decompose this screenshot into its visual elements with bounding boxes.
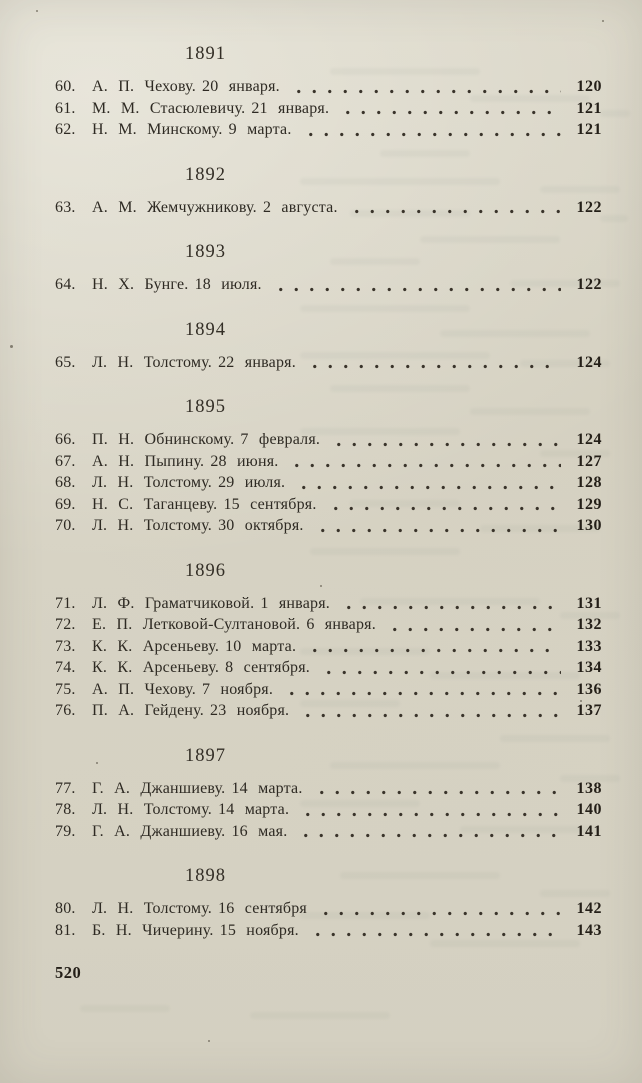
entry-number: 60. [55, 78, 76, 95]
entry-date: 15 сентября. [223, 495, 317, 513]
entry-addressee: Е. П. Летковой-Султановой. [92, 616, 301, 633]
dot-leader [328, 494, 561, 516]
entry-addressee: Л. Н. Толстому. [92, 801, 213, 818]
entry-number: 71. [55, 594, 76, 612]
dot-leader [300, 700, 561, 722]
toc-entry [55, 920, 602, 942]
toc-entry [55, 821, 602, 843]
toc-entry [55, 700, 602, 722]
entry-addressee: П. Н. Обнинскому. [92, 431, 235, 448]
entry-date: 7 февраля. [240, 431, 321, 448]
dot-leader [298, 821, 561, 843]
year-heading: 1891 [185, 44, 226, 64]
entry-page-number: 122 [576, 276, 602, 293]
entry-page-number: 131 [576, 594, 602, 612]
entry-date: 2 августа. [262, 198, 338, 216]
toc-section [55, 44, 602, 141]
entry-page-number: 132 [576, 616, 602, 633]
year-heading: 1898 [185, 866, 226, 886]
entry-addressee: А. М. Жемчужникову. [92, 198, 257, 216]
toc-entry [55, 472, 602, 494]
entry-addressee: Н. М. Минскому. [92, 121, 223, 138]
entry-page-number: 122 [576, 198, 602, 216]
entry-date: 29 июля. [218, 474, 286, 491]
entry-number: 76. [55, 702, 76, 719]
toc-entry [55, 119, 602, 141]
entry-page-number: 138 [576, 779, 602, 797]
dot-leader [284, 679, 561, 701]
page-number-footer: 520 [55, 963, 82, 982]
entry-date: 8 сентября. [225, 659, 310, 676]
entry-addressee: М. М. Стасюлевичу. [92, 99, 246, 117]
year-heading: 1897 [185, 745, 226, 766]
entry-number: 75. [55, 680, 76, 698]
entry-page-number: 141 [576, 822, 602, 840]
toc-entry [55, 898, 602, 920]
toc-entry [55, 614, 602, 636]
entry-date: 9 марта. [228, 121, 292, 138]
toc-entry [55, 451, 602, 473]
entry-page-number: 140 [576, 801, 602, 818]
paper-speck [208, 1040, 210, 1042]
entry-addressee: Л. Ф. Граматчиковой. [92, 594, 255, 612]
entry-addressee: Н. Х. Бунге. [92, 276, 189, 293]
toc-entry [55, 494, 602, 516]
dot-leader [307, 352, 561, 374]
entry-page-number: 129 [576, 495, 602, 513]
entry-date: 14 марта. [231, 779, 303, 797]
entry-page-number: 136 [576, 680, 602, 698]
dot-leader [349, 197, 561, 219]
entry-number: 67. [55, 452, 76, 470]
toc-section [55, 866, 602, 941]
entry-page-number: 127 [576, 452, 602, 470]
year-heading: 1892 [185, 164, 226, 185]
entry-number: 79. [55, 822, 76, 840]
toc-section [55, 320, 602, 374]
bleed-through-artifact [250, 1012, 390, 1019]
entry-addressee: Н. С. Таганцеву. [92, 495, 218, 513]
entry-page-number: 120 [576, 78, 602, 95]
entry-addressee: Л. Н. Толстому. [92, 353, 213, 371]
toc-entry [55, 593, 602, 615]
toc-section [55, 561, 602, 722]
year-heading: 1896 [185, 560, 226, 581]
toc-entry [55, 636, 602, 658]
entry-page-number: 142 [576, 900, 602, 917]
entry-number: 78. [55, 801, 76, 818]
entry-page-number: 133 [576, 637, 602, 655]
toc-section [55, 397, 602, 537]
year-heading: 1893 [185, 242, 226, 262]
entry-addressee: Г. А. Джаншиеву. [92, 822, 226, 840]
entry-page-number: 121 [576, 121, 602, 138]
entry-date: 28 июня. [210, 452, 279, 470]
entry-addressee: Л. Н. Толстому. [92, 474, 213, 491]
dot-leader [296, 472, 561, 494]
dot-leader [340, 98, 561, 120]
entry-page-number: 143 [576, 921, 602, 939]
entry-date: 6 января. [306, 616, 376, 633]
dot-leader [273, 274, 561, 296]
entry-date: 30 октября. [218, 517, 304, 534]
year-heading: 1894 [185, 319, 226, 340]
entry-number: 64. [55, 276, 76, 293]
entry-number: 74. [55, 659, 76, 676]
toc-section [55, 746, 602, 843]
dot-leader [341, 593, 561, 615]
toc-entry [55, 352, 602, 374]
dot-leader [315, 515, 561, 537]
toc-entry [55, 197, 602, 219]
entry-addressee: К. К. Арсеньеву. [92, 659, 220, 676]
entry-page-number: 134 [576, 659, 602, 676]
dot-leader [310, 920, 561, 942]
entry-date: 10 марта. [225, 637, 297, 655]
entry-addressee: К. К. Арсеньеву. [92, 637, 220, 655]
toc-entry [55, 76, 602, 98]
entry-addressee: Б. Н. Чичерину. [92, 921, 214, 939]
toc-entry [55, 679, 602, 701]
entry-date: 1 января. [260, 594, 330, 612]
toc-entry [55, 98, 602, 120]
dot-leader [291, 76, 561, 98]
dot-leader [318, 898, 561, 920]
entry-date: 15 ноября. [219, 921, 299, 939]
entry-page-number: 128 [576, 474, 602, 491]
entry-number: 65. [55, 353, 76, 371]
toc-entry [55, 274, 602, 296]
toc-entry [55, 657, 602, 679]
entry-number: 77. [55, 779, 76, 797]
entry-date: 14 марта. [218, 801, 290, 818]
entry-addressee: Л. Н. Толстому. [92, 517, 213, 534]
entry-number: 80. [55, 900, 76, 917]
entry-date: 20 января. [202, 78, 280, 95]
dot-leader [289, 451, 561, 473]
dot-leader [314, 778, 561, 800]
entry-number: 68. [55, 474, 76, 491]
entry-number: 66. [55, 431, 76, 448]
toc-sections [55, 44, 602, 941]
entry-date: 21 января. [251, 99, 330, 117]
entry-page-number: 121 [576, 99, 602, 117]
entry-addressee: Г. А. Джаншиеву. [92, 779, 226, 797]
entry-addressee: А. Н. Пыпину. [92, 452, 205, 470]
entry-date: 16 сентября [218, 900, 307, 917]
year-heading: 1895 [185, 397, 226, 417]
dot-leader [331, 429, 561, 451]
entry-page-number: 124 [576, 431, 602, 448]
dot-leader [303, 119, 561, 141]
entry-number: 73. [55, 637, 76, 655]
dot-leader [387, 614, 561, 636]
dot-leader [321, 657, 561, 679]
dot-leader [307, 636, 561, 658]
toc-section [55, 242, 602, 296]
entry-date: 7 ноября. [202, 680, 274, 698]
toc-entry [55, 429, 602, 451]
entry-addressee: Л. Н. Толстому. [92, 900, 213, 917]
toc-section [55, 165, 602, 219]
entry-number: 61. [55, 99, 76, 117]
entry-date: 23 ноября. [210, 702, 290, 719]
entry-date: 16 мая. [231, 822, 288, 840]
entry-number: 70. [55, 517, 76, 534]
entry-number: 62. [55, 121, 76, 138]
entry-addressee: А. П. Чехову. [92, 78, 196, 95]
toc-entry [55, 515, 602, 537]
toc-entry [55, 799, 602, 821]
entry-number: 81. [55, 921, 76, 939]
entry-number: 63. [55, 198, 76, 216]
entry-number: 69. [55, 495, 76, 513]
bleed-through-artifact [80, 1005, 170, 1012]
entry-addressee: П. А. Гейдену. [92, 702, 204, 719]
toc-entry [55, 778, 602, 800]
entry-page-number: 137 [576, 702, 602, 719]
dot-leader [300, 799, 561, 821]
entry-page-number: 124 [576, 353, 602, 371]
entry-number: 72. [55, 616, 76, 633]
entry-date: 22 января. [218, 353, 296, 371]
entry-date: 18 июля. [194, 276, 262, 293]
entry-addressee: А. П. Чехову. [92, 680, 196, 698]
entry-page-number: 130 [576, 517, 602, 534]
